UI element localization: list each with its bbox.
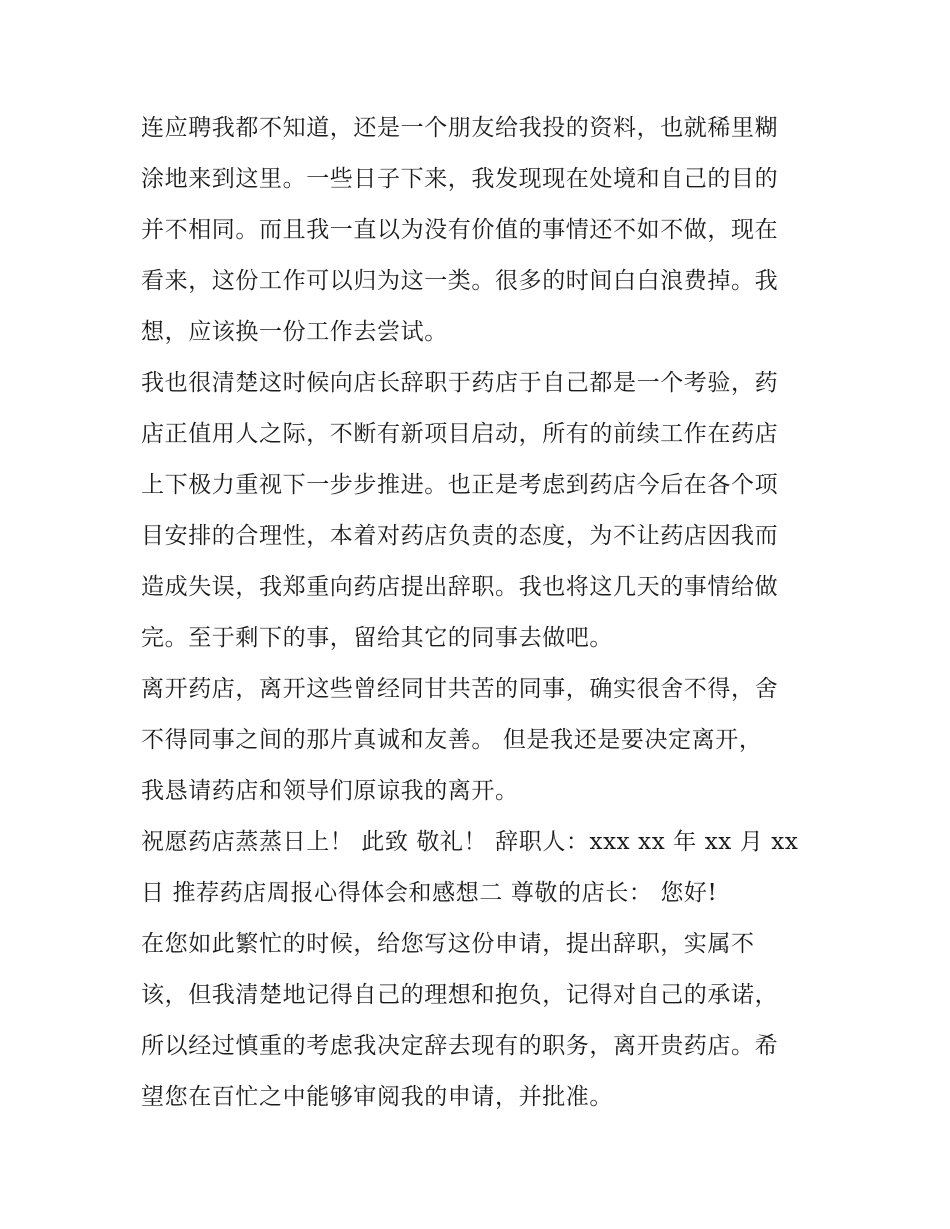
text-line: 我也很清楚这时候向店长辞职于药店于自己都是一个考验，药 xyxy=(141,370,779,396)
text-line: 造成失误，我郑重向药店提出辞职。我也将这几天的事情给做 xyxy=(141,574,779,600)
text-line: 店正值用人之际，不断有新项目启动，所有的前续工作在药店 xyxy=(141,421,779,447)
text-line: 想，应该换一份工作去尝试。 xyxy=(141,319,448,345)
text-line: 离开药店，离开这些曾经同甘共苦的同事，确实很舍不得，舍 xyxy=(141,676,779,702)
text-line: 看来，这份工作可以归为这一类。很多的时间白白浪费掉。我 xyxy=(141,268,779,294)
text-line: 涂地来到这里。一些日子下来，我发现现在处境和自己的目的 xyxy=(141,166,779,192)
text-line: 并不相同。而且我一直以为没有价值的事情还不如不做，现在 xyxy=(141,217,779,243)
text-line: 该，但我清楚地记得自己的理想和抱负，记得对自己的承诺， xyxy=(141,982,779,1008)
text-line: 祝愿药店蒸蒸日上！ 此致 敬礼！ 辞职人：xxx xx 年 xx 月 xx xyxy=(141,829,799,855)
text-line: 我恳请药店和领导们原谅我的离开。 xyxy=(141,778,519,804)
text-line: 日 推荐药店周报心得体会和感想二 尊敬的店长： 您好! xyxy=(141,880,718,906)
text-line: 不得同事之间的那片真诚和友善。 但是我还是要决定离开， xyxy=(141,727,763,753)
text-line: 目安排的合理性，本着对药店负责的态度，为不让药店因我而 xyxy=(141,523,779,549)
text-line: 望您在百忙之中能够审阅我的申请，并批准。 xyxy=(141,1084,613,1110)
text-line: 连应聘我都不知道，还是一个朋友给我投的资料，也就稀里糊 xyxy=(141,115,779,141)
text-line: 在您如此繁忙的时候，给您写这份申请，提出辞职，实属不 xyxy=(141,931,755,957)
text-line: 上下极力重视下一步步推进。也正是考虑到药店今后在各个项 xyxy=(141,472,779,498)
text-line: 完。至于剩下的事，留给其它的同事去做吧。 xyxy=(141,625,613,651)
text-line: 所以经过慎重的考虑我决定辞去现有的职务，离开贵药店。希 xyxy=(141,1033,779,1059)
